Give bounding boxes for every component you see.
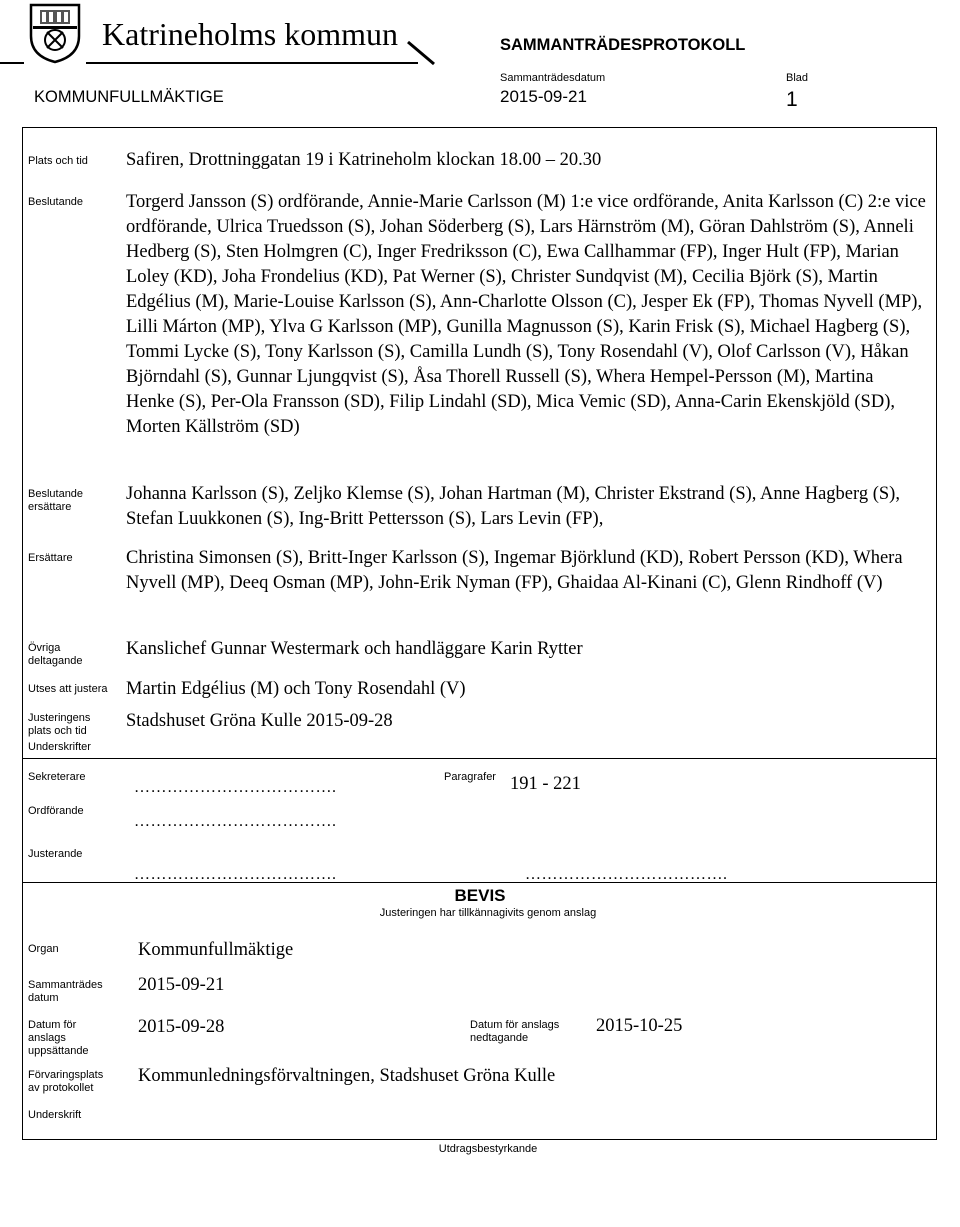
- justeringens-label: Justeringens plats och tid: [28, 712, 91, 737]
- organ-value: Kommunfullmäktige: [138, 940, 294, 960]
- sammantrades-value: 2015-09-21: [138, 975, 225, 995]
- nedtagande-value: 2015-10-25: [596, 1016, 683, 1036]
- ovriga-value: Kanslichef Gunnar Westermark och handläggare Karin Rytter: [126, 639, 583, 659]
- beslutande-ersattare-value: Johanna Karlsson (S), Zeljko Klemse (S), Johan Hartman (M), Christer Ekstrand (S), Anne Hagberg (S), Stefan Luukkonen (S), Ing-Britt Pettersson (S), Lars Levin (FP),: [126, 484, 900, 529]
- page-label: Blad: [786, 72, 809, 84]
- justerande-signature-line-2: ……………………………….: [525, 866, 728, 883]
- justerande-signature-line-1: ……………………………….: [134, 866, 337, 883]
- utses-label: Utses att justera: [28, 683, 108, 695]
- bevis-title: BEVIS: [454, 886, 506, 905]
- nedtagande-label: Datum för anslags nedtagande: [470, 1019, 560, 1044]
- header-slash-icon: [404, 40, 444, 66]
- uppsattande-label: Datum för anslags uppsättande: [28, 1019, 89, 1057]
- utdragsbestyrkande-label: Utdragsbestyrkande: [438, 1143, 538, 1155]
- plats-label: Plats och tid: [28, 155, 88, 167]
- uppsattande-value: 2015-09-28: [138, 1017, 225, 1037]
- utses-value: Martin Edgélius (M) och Tony Rosendahl (V): [126, 679, 466, 699]
- beslutande-ersattare-label: Beslutande ersättare: [28, 488, 84, 513]
- underskrift-label: Underskrift: [28, 1109, 82, 1121]
- frame-right: [936, 127, 937, 1140]
- forvaring-label: Förvaringsplats av protokollet: [28, 1069, 104, 1094]
- meeting-date: 2015-09-21: [500, 87, 587, 106]
- header-rule: [86, 62, 418, 64]
- paragrafer-value: 191 - 221: [510, 774, 581, 794]
- ordforande-signature-line: ……………………………….: [134, 813, 337, 830]
- justeringens-value: Stadshuset Gröna Kulle 2015-09-28: [126, 711, 393, 731]
- header-rule-left: [0, 62, 24, 64]
- plats-value: Safiren, Drottninggatan 19 i Katrineholm klockan 18.00 – 20.30: [126, 150, 602, 170]
- organ-label: Organ: [28, 943, 59, 955]
- ersattare-label: Ersättare: [28, 552, 73, 564]
- paragrafer-label: Paragrafer: [444, 771, 496, 783]
- logo-wordmark: Katrineholms kommun: [102, 16, 398, 52]
- meeting-date-label: Sammanträdesdatum: [500, 72, 606, 84]
- ovriga-label: Övriga deltagande: [28, 642, 83, 667]
- page-number: 1: [786, 88, 798, 111]
- sekreterare-signature-line: ……………………………….: [134, 779, 337, 796]
- sekreterare-label: Sekreterare: [28, 771, 86, 783]
- underskrifter-label: Underskrifter: [28, 741, 91, 753]
- sammantrades-label: Sammanträdes datum: [28, 979, 103, 1004]
- frame-bottom: [22, 1139, 937, 1140]
- frame-top: [22, 127, 937, 128]
- ersattare-value: Christina Simonsen (S), Britt-Inger Karlsson (S), Ingemar Björklund (KD), Robert Persson (KD), Whera Nyvell (MP), Deeq Osman (MP), John-Erik Nyman (FP), Ghaidaa Al-Kinani (C), Glenn Rindhoff (V): [126, 548, 903, 593]
- document-type: SAMMANTRÄDESPROTOKOLL: [500, 36, 746, 54]
- municipal-logo: [28, 2, 82, 64]
- coat-of-arms-icon: [28, 2, 82, 64]
- bevis-subtitle: Justeringen har tillkännagivits genom anslag: [379, 907, 597, 919]
- justerande-label: Justerande: [28, 848, 83, 860]
- beslutande-value: Torgerd Jansson (S) ordförande, Annie-Marie Carlsson (M) 1:e vice ordförande, Anita Karlsson (C) 2:e vice ordförande, Ulrica Truedsson (S), Johan Söderberg (S), Lars Härnström (M), Göran Dahlström (S), Anneli Hedberg (S), Sten Holmgren (C), Inger Fredriksson (C), Ewa Callhammar (FP), Inger Hult (FP), Marian Loley (KD), Joha Frondelius (KD), Pat Werner (S), Christer Sundqvist (M), Cecilia Björk (S), Martin Edgélius (M), Marie-Louise Karlsson (S), Ann-Charlotte Olsson (C), Jesper Ek (FP), Thomas Nyvell (MP), Lilli Márton (MP), Ylva G Karlsson (MP), Gunilla Magnusson (S), Karin Frisk (S), Michael Hagberg (S), Tommi Lycke (S), Tony Karlsson (S), Camilla Lundh (S), Tony Rosendahl (V), Olof Carlsson (V), Håkan Björndahl (S), Gunnar Ljungqvist (S), Åsa Thorell Russell (S), Whera Hempel-Persson (M), Martina Henke (S), Per-Ola Fransson (SD), Filip Lindahl (SD), Mica Vemic (SD), Anna-Carin Ekenskjöld (SD), Morten Källström (SD): [126, 192, 926, 437]
- body-name: KOMMUNFULLMÄKTIGE: [34, 88, 224, 106]
- signature-divider: [22, 758, 937, 759]
- ordforande-label: Ordförande: [28, 805, 84, 817]
- frame-left: [22, 127, 23, 1140]
- forvaring-value: Kommunledningsförvaltningen, Stadshuset Gröna Kulle: [138, 1066, 556, 1086]
- beslutande-label: Beslutande: [28, 196, 84, 208]
